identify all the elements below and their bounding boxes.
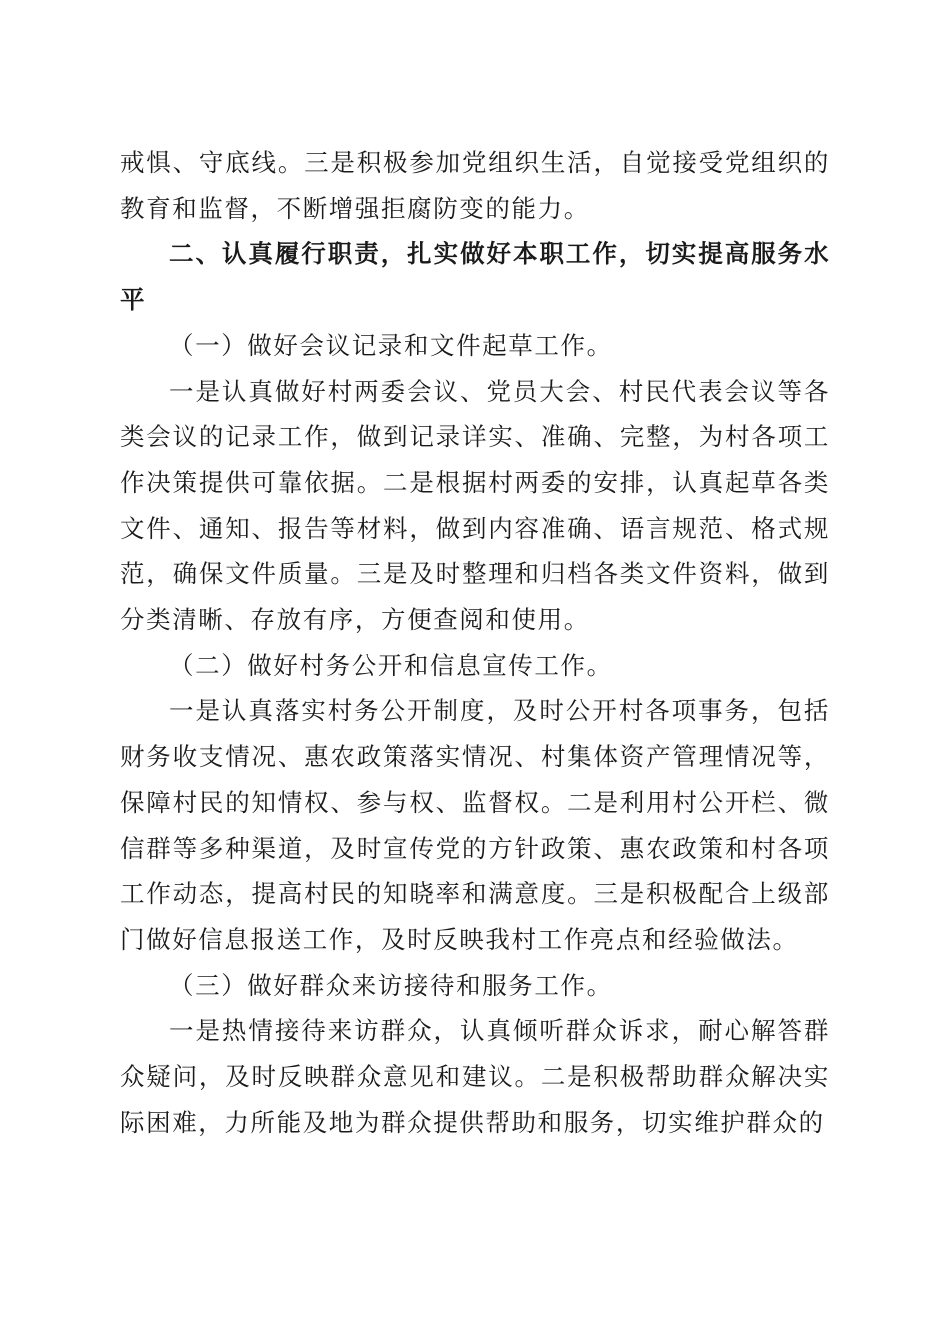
section-heading: 二、认真履行职责，扎实做好本职工作，切实提高服务水平: [120, 239, 830, 315]
subsection-title-1: （一）做好会议记录和文件起草工作。: [169, 330, 613, 360]
document-page: [120, 140, 830, 1145]
opening-paragraph: 戒惧、守底线。三是积极参加党组织生活，自觉接受党组织的教育和监督，不断增强拒腐防变的能力。: [120, 148, 830, 223]
subsection-body-1: 一是认真做好村两委会议、党员大会、村民代表会议等各类会议的记录工作，做到记录详实、准确、完整，为村各项工作决策提供可靠依据。二是根据村两委的安排，认真起草各类文件、通知、报告等材料，做到内容准确、语言规范、格式规范，确保文件质量。三是及时整理和归档各类文件资料，做到分类清晰、存放有序，方便查阅和使用。: [120, 376, 830, 635]
subsection-title-3: （三）做好群众来访接待和服务工作。: [169, 970, 613, 1000]
subsection-title-2: （二）做好村务公开和信息宣传工作。: [169, 650, 613, 680]
subsection-body-3: 一是热情接待来访群众，认真倾听群众诉求，耐心解答群众疑问，及时反映群众意见和建议。二是积极帮助群众解决实际困难，力所能及地为群众提供帮助和服务，切实维护群众的: [120, 1016, 830, 1137]
subsection-body-2: 一是认真落实村务公开制度，及时公开村各项事务，包括财务收支情况、惠农政策落实情况、村集体资产管理情况等，保障村民的知情权、参与权、监督权。二是利用村公开栏、微信群等多种渠道，及时宣传党的方针政策、惠农政策和村各项工作动态，提高村民的知晓率和满意度。三是积极配合上级部门做好信息报送工作，及时反映我村工作亮点和经验做法。: [120, 696, 830, 954]
